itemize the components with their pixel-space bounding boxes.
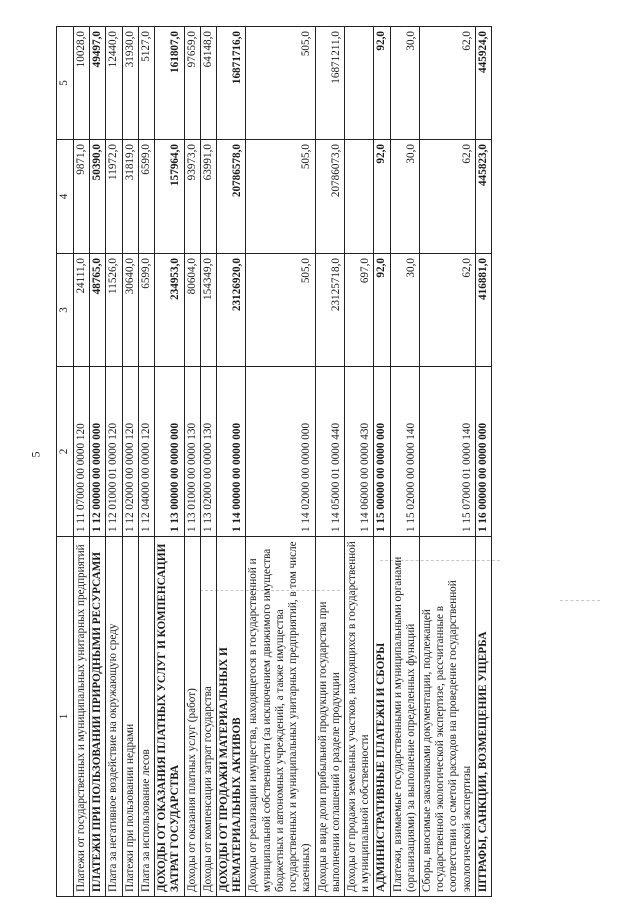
row-code-cell: 1 11 07000 00 0000 120 — [74, 367, 90, 537]
table-row — [90, 27, 106, 897]
row-value-col4: 50390,0 — [90, 140, 106, 254]
row-code-cell: 1 13 00000 00 0000 000 — [155, 367, 184, 537]
row-value-col5: 445924,0 — [475, 27, 491, 140]
row-value-col5: 5127,0 — [138, 27, 154, 140]
row-value-col4: 6599,0 — [138, 140, 154, 254]
row-name-cell: Платежи от государственных и муниципальных унитарных предприятий — [74, 537, 90, 897]
row-value-col3: 62,0 — [420, 254, 476, 367]
row-code-cell: 1 12 04000 00 0000 120 — [138, 367, 154, 537]
table-row — [344, 27, 373, 897]
row-name-cell: Доходы от компенсации затрат государства — [200, 537, 216, 897]
row-code-cell: 1 13 02000 00 0000 130 — [200, 367, 216, 537]
row-name-cell: Сборы, вносимые заказчиками документации, подлежащей государственной экологической экспертизе, рассчитанные в соответствии со сметой расходов на проведение государственной экологической экспертизы — [420, 537, 476, 897]
row-value-col4: 63991,0 — [200, 140, 216, 254]
row-value-col5: 30,0 — [390, 27, 419, 140]
table-header-row — [57, 27, 74, 897]
row-value-col3: 24111,0 — [74, 254, 90, 367]
row-name-cell: ПЛАТЕЖИ ПРИ ПОЛЬЗОВАНИИ ПРИРОДНЫМИ РЕСУРСАМИ — [90, 537, 106, 897]
row-value-col3: 154349,0 — [200, 254, 216, 367]
row-value-col3: 11526,0 — [106, 254, 122, 367]
row-value-col3: 6599,0 — [138, 254, 154, 367]
row-value-col4: 9871,0 — [74, 140, 90, 254]
row-value-col4: 92,0 — [374, 140, 390, 254]
row-value-col4: 31819,0 — [122, 140, 138, 254]
row-value-col3: 30,0 — [390, 254, 419, 367]
row-name-cell: Доходы в виде доли прибыльной продукции государства при выполнении соглашений о разделе продукции — [315, 537, 344, 897]
table-row — [74, 27, 90, 897]
row-value-col5: 161807,0 — [155, 27, 184, 140]
row-value-col3: 92,0 — [374, 254, 390, 367]
row-value-col3: 80604,0 — [184, 254, 200, 367]
row-value-col5: 10028,0 — [74, 27, 90, 140]
row-code-cell: 1 15 07000 01 0000 140 — [420, 367, 476, 537]
row-name-cell: ШТРАФЫ, САНКЦИИ, ВОЗМЕЩЕНИЕ УЩЕРБА — [475, 537, 491, 897]
table-row — [475, 27, 491, 897]
row-code-cell: 1 14 06000 00 0000 430 — [344, 367, 373, 537]
row-value-col4 — [344, 140, 373, 254]
row-code-cell: 1 12 02000 00 0000 120 — [122, 367, 138, 537]
table-row — [155, 27, 184, 897]
table-row — [216, 27, 245, 897]
row-name-cell: Доходы от реализации имущества, находящегося в государственной и муниципальной собственности (за исключением движимого имущества бюджетных и автономных учреждений, а также имущества государственных и муниципальных унитарных предприятий, в том числе казенных) — [246, 537, 315, 897]
row-value-col4: 505,0 — [246, 140, 315, 254]
column-header: 4 — [57, 140, 74, 254]
row-value-col4: 93973,0 — [184, 140, 200, 254]
row-value-col5: 16871211,0 — [315, 27, 344, 140]
column-header: 3 — [57, 254, 74, 367]
table-row — [390, 27, 419, 897]
rotated-page-content — [56, 27, 616, 897]
table-row — [138, 27, 154, 897]
row-value-col4: 30,0 — [390, 140, 419, 254]
row-value-col3: 48765,0 — [90, 254, 106, 367]
row-code-cell: 1 13 01000 00 0000 130 — [184, 367, 200, 537]
table-row — [122, 27, 138, 897]
row-code-cell: 1 15 02000 00 0000 140 — [390, 367, 419, 537]
row-value-col5: 16871716,0 — [216, 27, 245, 140]
row-name-cell: Платежи при пользовании недрами — [122, 537, 138, 897]
row-value-col4: 11972,0 — [106, 140, 122, 254]
row-code-cell: 1 16 00000 00 0000 000 — [475, 367, 491, 537]
row-code-cell: 1 14 05000 01 0000 440 — [315, 367, 344, 537]
row-value-col3: 697,0 — [344, 254, 373, 367]
table-row — [315, 27, 344, 897]
table-row — [246, 27, 315, 897]
table-row — [374, 27, 390, 897]
row-name-cell: Плата за негативное воздействие на окружающую среду — [106, 537, 122, 897]
row-value-col4: 157964,0 — [155, 140, 184, 254]
row-value-col3: 416881,0 — [475, 254, 491, 367]
row-code-cell: 1 15 00000 00 0000 000 — [374, 367, 390, 537]
row-value-col4: 445823,0 — [475, 140, 491, 254]
row-value-col3: 23125718,0 — [315, 254, 344, 367]
row-name-cell: Плата за использование лесов — [138, 537, 154, 897]
row-code-cell: 1 12 00000 00 0000 000 — [90, 367, 106, 537]
row-value-col5: 12440,0 — [106, 27, 122, 140]
row-value-col4: 20786578,0 — [216, 140, 245, 254]
row-value-col3: 23126920,0 — [216, 254, 245, 367]
row-value-col4: 20786073,0 — [315, 140, 344, 254]
row-value-col3: 505,0 — [246, 254, 315, 367]
row-value-col5: 92,0 — [374, 27, 390, 140]
row-value-col5: 505,0 — [246, 27, 315, 140]
row-name-cell: Доходы от оказания платных услуг (работ) — [184, 537, 200, 897]
row-name-cell: Платежи, взимаемые государственными и муниципальными органами (организациями) за выполнение определенных функций — [390, 537, 419, 897]
row-code-cell: 1 12 01000 01 0000 120 — [106, 367, 122, 537]
row-value-col5: 97659,0 — [184, 27, 200, 140]
row-name-cell: ДОХОДЫ ОТ ОКАЗАНИЯ ПЛАТНЫХ УСЛУГ И КОМПЕНСАЦИИ ЗАТРАТ ГОСУДАРСТВА — [155, 537, 184, 897]
row-name-cell: ДОХОДЫ ОТ ПРОДАЖИ МАТЕРИАЛЬНЫХ И НЕМАТЕРИАЛЬНЫХ АКТИВОВ — [216, 537, 245, 897]
row-name-cell: АДМИНИСТРАТИВНЫЕ ПЛАТЕЖИ И СБОРЫ — [374, 537, 390, 897]
table-row — [106, 27, 122, 897]
row-value-col3: 30640,0 — [122, 254, 138, 367]
row-name-cell: Доходы от продажи земельных участков, находящихся в государственной и муниципальной собственности — [344, 537, 373, 897]
budget-revenue-table — [56, 26, 492, 897]
row-value-col5: 31930,0 — [122, 27, 138, 140]
table-row — [184, 27, 200, 897]
table-row — [200, 27, 216, 897]
row-value-col5 — [344, 27, 373, 140]
column-header: 2 — [57, 367, 74, 537]
row-value-col3: 234953,0 — [155, 254, 184, 367]
row-value-col5: 62,0 — [420, 27, 476, 140]
row-code-cell: 1 14 00000 00 0000 000 — [216, 367, 245, 537]
table-row — [420, 27, 476, 897]
column-header: 5 — [57, 27, 74, 140]
page-number: 5 — [28, 451, 43, 458]
row-value-col5: 49497,0 — [90, 27, 106, 140]
row-value-col5: 64148,0 — [200, 27, 216, 140]
row-value-col4: 62,0 — [420, 140, 476, 254]
row-code-cell: 1 14 02000 00 0000 000 — [246, 367, 315, 537]
column-header: 1 — [57, 537, 74, 897]
